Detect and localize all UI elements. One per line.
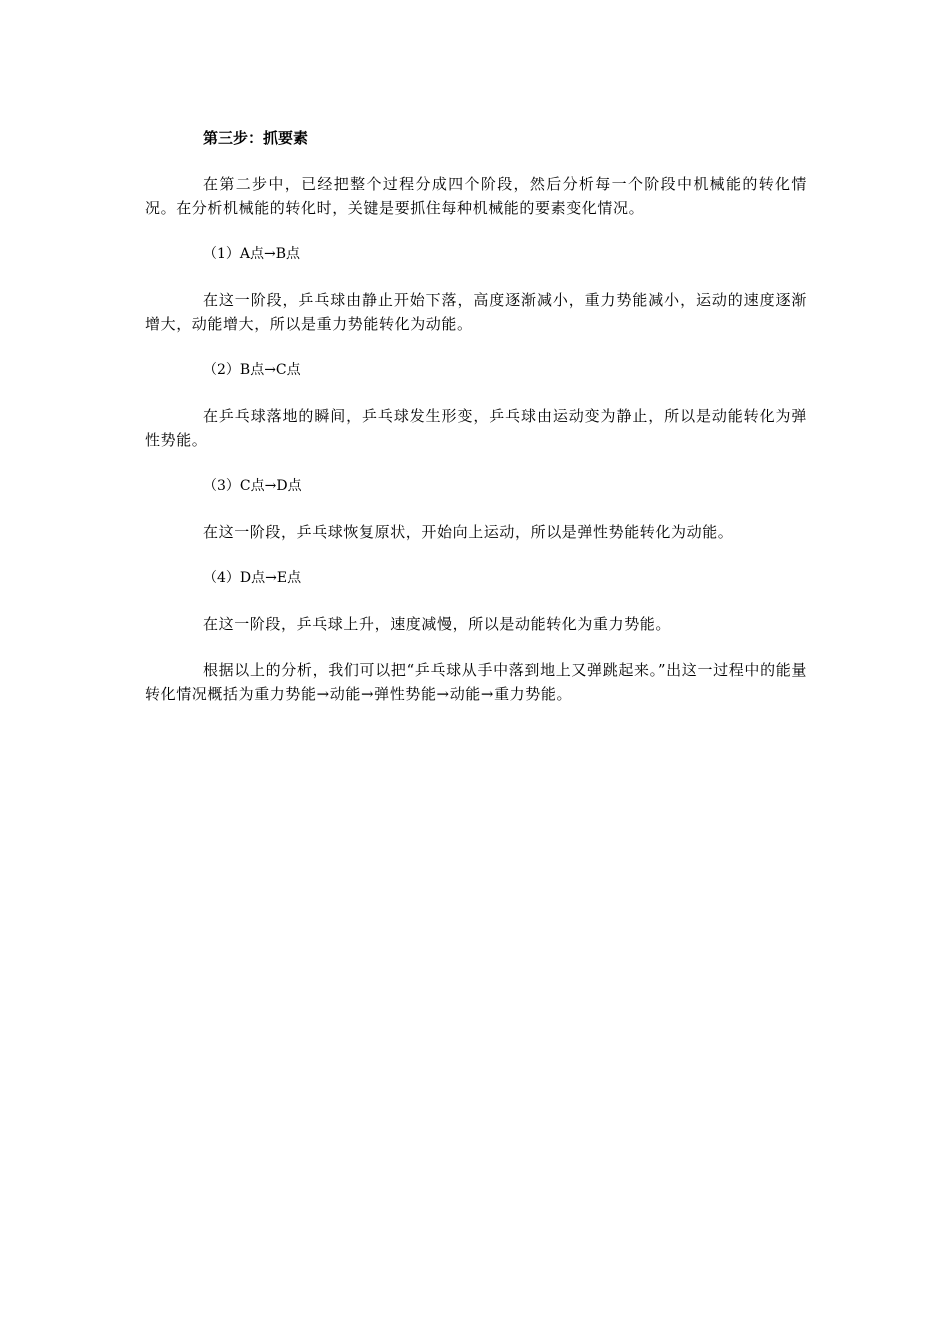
stage-label: （2）B点→C点 xyxy=(203,362,301,378)
stage-paragraph: 在乒乓球落地的瞬间，乒乓球发生形变，乒乓球由运动变为静止，所以是动能转化为弹性势能。 xyxy=(145,407,807,449)
stage-label: （4）D点→E点 xyxy=(203,570,302,586)
stage-paragraph: 在这一阶段，乒乓球恢复原状，开始向上运动，所以是弹性势能转化为动能。 xyxy=(203,523,734,541)
intro-paragraph: 在第二步中，已经把整个过程分成四个阶段，然后分析每一个阶段中机械能的转化情况。在分析机械能的转化时，关键是要抓住每种机械能的要素变化情况。 xyxy=(145,175,807,217)
document-body xyxy=(145,126,807,728)
conclusion-paragraph: 根据以上的分析，我们可以把“乒乓球从手中落到地上又弹跳起来。”出这一过程中的能量转化情况概括为重力势能→动能→弹性势能→动能→重力势能。 xyxy=(145,661,807,703)
section-heading: 第三步：抓要素 xyxy=(203,129,309,147)
stage-label: （1）A点→B点 xyxy=(203,246,301,262)
stage-label: （3）C点→D点 xyxy=(203,478,302,494)
stage-paragraph: 在这一阶段，乒乓球由静止开始下落，高度逐渐减小，重力势能减小，运动的速度逐渐增大，动能增大，所以是重力势能转化为动能。 xyxy=(145,291,807,333)
stage-paragraph: 在这一阶段，乒乓球上升，速度减慢，所以是动能转化为重力势能。 xyxy=(203,615,672,633)
